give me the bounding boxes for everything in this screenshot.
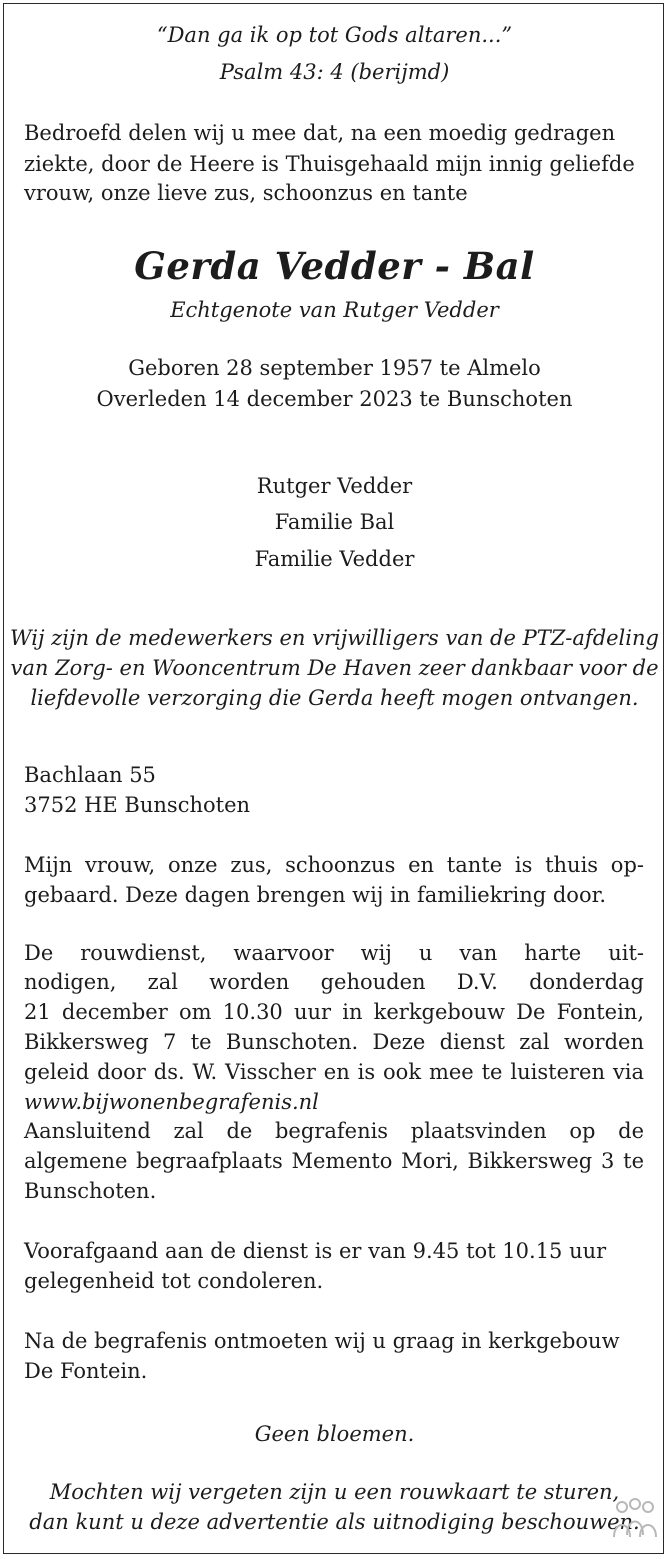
staff-line: van Zorg- en Wooncentrum De Haven zeer dankbaar voor de <box>10 656 659 680</box>
relative-name: Familie Vedder <box>254 547 415 571</box>
intro-line: vrouw, onze lieve zus, schoonzus en tante <box>24 181 468 205</box>
birth-line: Geboren 28 september 1957 te Almelo <box>128 356 541 380</box>
after-line: Na de begrafenis ontmoeten wij u graag in kerkgebouw <box>24 1329 620 1353</box>
home-line: Mijn vrouw, onze zus, schoonzus en tante is thuis op- <box>24 853 644 877</box>
address-city: 3752 HE Bunschoten <box>24 793 251 817</box>
burial-line: Bunschoten. <box>24 1179 157 1203</box>
after-line: De Fontein. <box>24 1359 148 1383</box>
no-flowers: Geen bloemen. <box>254 1422 415 1446</box>
condolence-line: gelegenheid tot condoleren. <box>24 1269 324 1293</box>
closing-line: dan kunt u deze advertentie als uitnodiging beschouwen. <box>29 1510 640 1534</box>
staff-line: liefdevolle verzorging die Gerda heeft mogen ontvangen. <box>30 686 639 710</box>
service-line: Bikkersweg 7 te Bunschoten. Deze dienst zal worden <box>24 1030 644 1054</box>
motto-source: Psalm 43: 4 (berijmd) <box>219 60 450 84</box>
service-line: nodigen, zal worden gehouden D.V. donderdag <box>24 970 644 994</box>
intro-line: Bedroefd delen wij u mee dat, na een moedig gedragen <box>24 121 616 145</box>
service-line: De rouwdienst, waarvoor wij u van harte uit- <box>24 941 644 965</box>
address-street: Bachlaan 55 <box>24 763 156 787</box>
burial-line: Aansluitend zal de begrafenis plaatsvinden op de <box>24 1119 644 1143</box>
relative-name: Rutger Vedder <box>256 474 413 498</box>
service-line: geleid door ds. W. Visscher en is ook mee te luisteren via <box>24 1060 644 1084</box>
closing-line: Mochten wij vergeten zijn u een rouwkaart te sturen, <box>49 1480 620 1504</box>
burial-line: algemene begraafplaats Memento Mori, Bikkersweg 3 te <box>24 1149 644 1173</box>
condolence-line: Voorafgaand aan de dienst is er van 9.45 tot 10.15 uur <box>24 1239 607 1263</box>
spouse-line: Echtgenote van Rutger Vedder <box>170 298 499 322</box>
deceased-name: Gerda Vedder - Bal <box>134 244 535 288</box>
people-group-icon <box>610 1497 660 1543</box>
intro-line: ziekte, door de Heere is Thuisgehaald mijn innig geliefde <box>24 152 635 176</box>
website-link[interactable]: www.bijwonenbegrafenis.nl <box>24 1090 319 1114</box>
motto-quote: “Dan ga ik op tot Gods altaren...” <box>156 23 513 47</box>
death-line: Overleden 14 december 2023 te Bunschoten <box>96 387 573 411</box>
staff-line: Wij zijn de medewerkers en vrijwilligers van de PTZ-afdeling <box>10 626 659 650</box>
home-line: gebaard. Deze dagen brengen wij in familiekring door. <box>24 883 606 907</box>
relative-name: Familie Bal <box>274 510 395 534</box>
service-line: 21 december om 10.30 uur in kerkgebouw De Fontein, <box>24 1000 644 1024</box>
